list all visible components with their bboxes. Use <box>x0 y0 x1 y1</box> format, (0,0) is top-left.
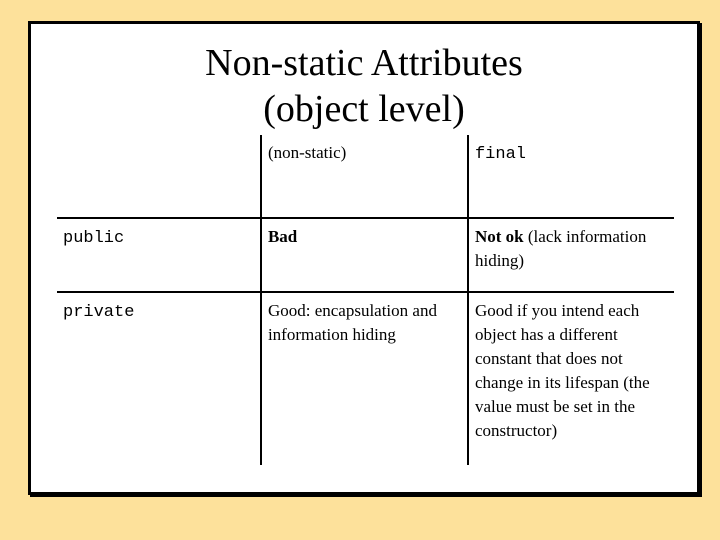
table-row <box>57 218 674 292</box>
row-label-cell <box>57 292 261 465</box>
private-nonstatic-cell <box>261 292 468 465</box>
public-nonstatic-cell <box>261 218 468 292</box>
public-final-text: (lack information hiding) <box>474 227 647 270</box>
private-final-text: Good if you intend each object has a different constant that does not change in its lifespan (the value must be set in the constructor) <box>474 301 650 440</box>
header-nonstatic-label: (non-static) <box>267 143 347 162</box>
header-final-cell <box>468 135 674 218</box>
private-final-cell <box>468 292 674 465</box>
attributes-table <box>57 135 674 465</box>
public-nonstatic-text: Bad <box>267 227 298 246</box>
slide-title <box>31 40 697 132</box>
public-final-cell <box>468 218 674 292</box>
title-line-2: (object level) <box>263 88 465 130</box>
public-final-bold-text: Not ok <box>474 227 524 246</box>
slide <box>28 21 700 495</box>
table-row <box>57 292 674 465</box>
header-nonstatic-cell <box>261 135 468 218</box>
title-line-1: Non-static Attributes <box>205 42 523 84</box>
row-label-public: public <box>63 229 125 248</box>
header-final-label: final <box>474 145 526 164</box>
private-nonstatic-text: Good: encapsulation and information hiding <box>267 301 437 344</box>
table-header-row <box>57 135 674 218</box>
header-empty-cell <box>57 135 261 218</box>
row-label-private: private <box>63 303 135 322</box>
row-label-cell <box>57 218 261 292</box>
